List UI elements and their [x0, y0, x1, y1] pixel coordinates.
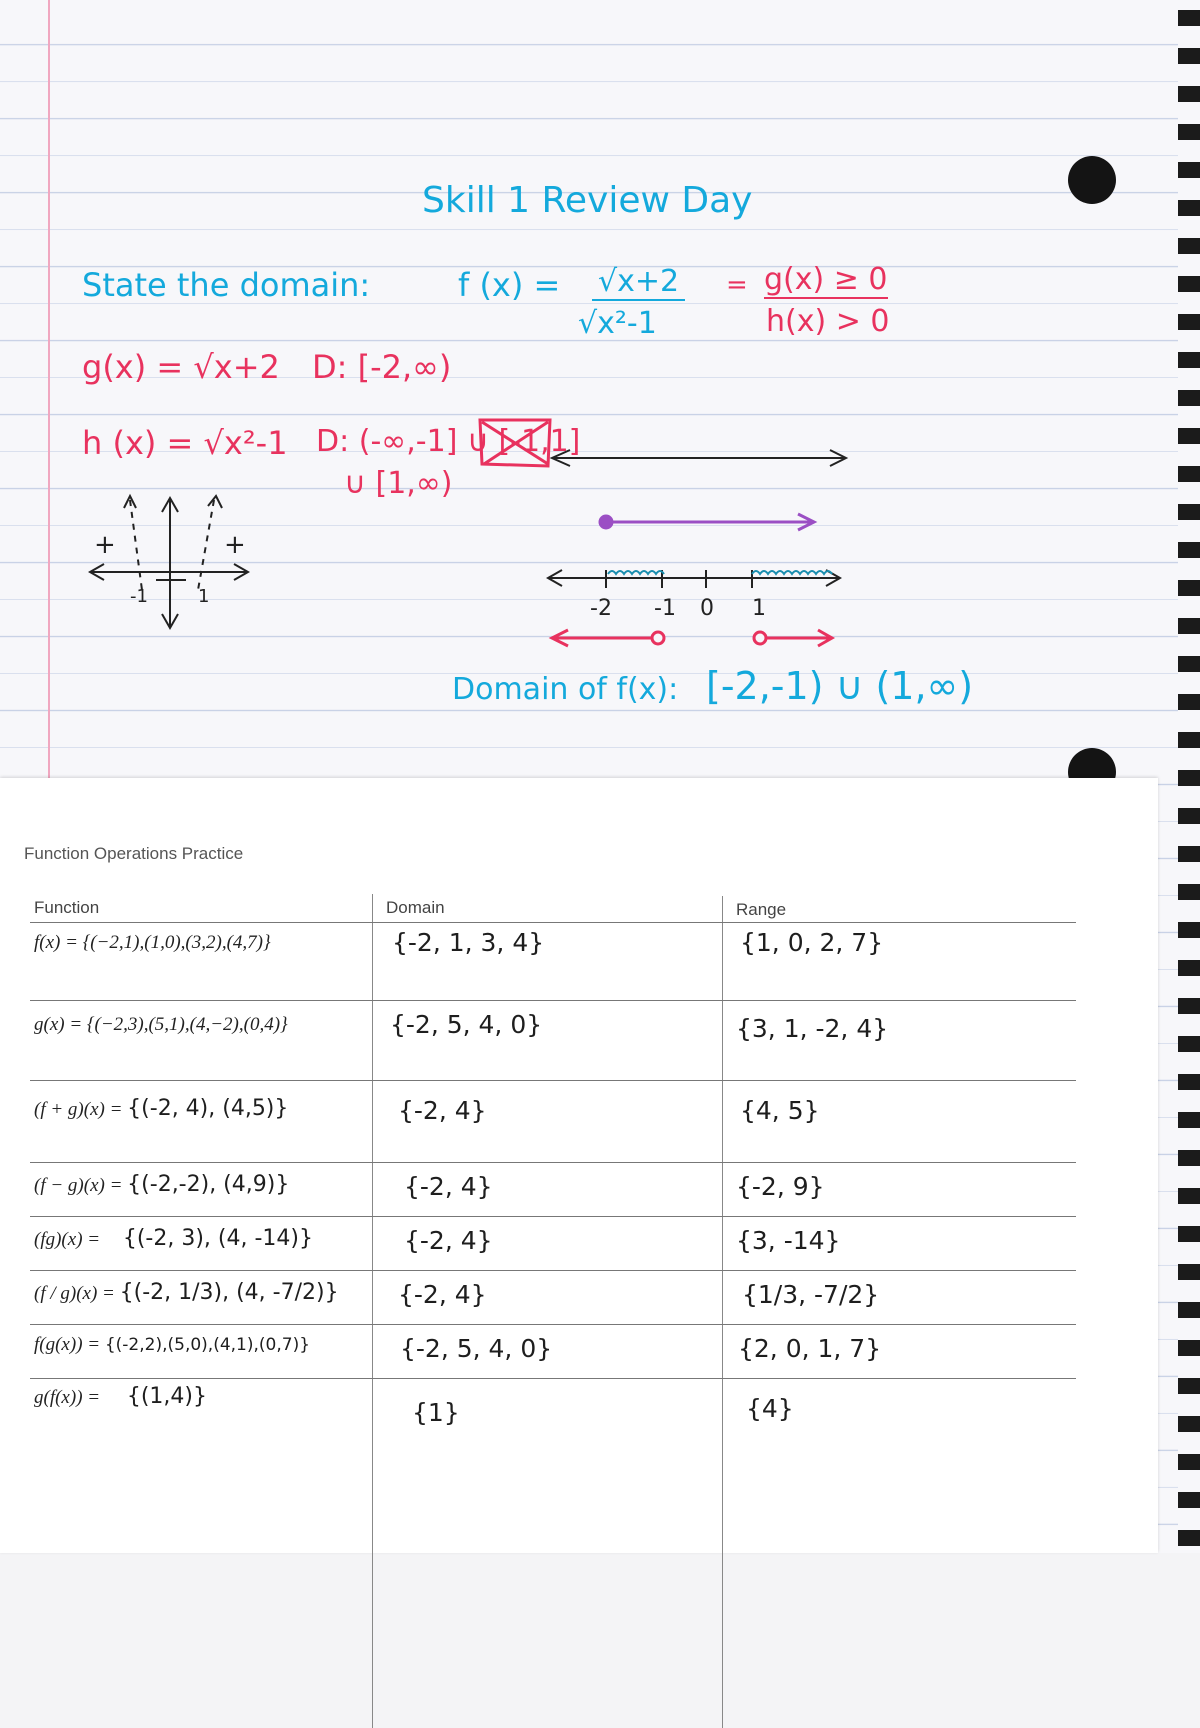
- function-cell: (fg)(x) =: [34, 1229, 101, 1250]
- table-row: [34, 1096, 288, 1121]
- tick-label: 0: [700, 596, 714, 621]
- row-divider: [30, 1270, 1076, 1271]
- column-divider: [722, 896, 723, 1728]
- domain-cell: {-2, 1, 3, 4}: [392, 928, 545, 957]
- domain-cell: {-2, 5, 4, 0}: [400, 1334, 553, 1363]
- prompt-text: State the domain:: [82, 266, 371, 304]
- column-header-function: Function: [34, 898, 100, 917]
- function-cell: f(x) = {(−2,1),(1,0),(3,2),(4,7)}: [34, 932, 271, 953]
- range-cell: {3, 1, -2, 4}: [736, 1014, 889, 1043]
- domain-label: Domain of f(x):: [452, 672, 679, 707]
- pen-answer: {(-2,-2), (4,9)}: [127, 1172, 290, 1197]
- sketch-one: 1: [198, 586, 210, 607]
- sheet-title: Function Operations Practice: [24, 844, 244, 863]
- pen-answer: {(1,4)}: [126, 1384, 207, 1409]
- condition-bottom: h(x) > 0: [766, 304, 890, 339]
- h-function: h (x) = √x²-1: [82, 424, 288, 462]
- table-row: [34, 1384, 207, 1409]
- h-domain: D: (-∞,-1] ∪ [-1,1]: [316, 424, 581, 459]
- tick-label: 1: [752, 596, 766, 621]
- range-cell: {4}: [746, 1394, 794, 1423]
- domain-cell: {-2, 4}: [404, 1226, 493, 1255]
- purple-ray: [600, 514, 814, 530]
- f-numerator: √x+2: [592, 264, 685, 301]
- f-definition: f (x) =: [458, 266, 561, 304]
- domain-cell: {-2, 4}: [398, 1280, 487, 1309]
- range-cell: {2, 0, 1, 7}: [738, 1334, 882, 1363]
- column-header-domain: Domain: [386, 898, 445, 917]
- function-cell: (f − g)(x) =: [34, 1175, 123, 1196]
- row-divider: [30, 1162, 1076, 1163]
- g-function: g(x) = √x+2: [82, 348, 280, 386]
- row-divider: [30, 922, 1076, 923]
- g-domain: D: [-2,∞): [312, 348, 452, 386]
- table-row: [34, 1280, 339, 1305]
- pink-rays: [552, 630, 832, 646]
- sketch-plus-right: +: [224, 530, 246, 560]
- domain-cell: {-2, 4}: [398, 1096, 487, 1125]
- shaded-intervals: [608, 571, 832, 574]
- practice-sheet: [0, 778, 1158, 1553]
- function-cell: g(f(x)) =: [34, 1387, 101, 1408]
- sketch-minus-one: -1: [130, 586, 148, 607]
- table-row: [34, 1014, 288, 1036]
- range-cell: {1/3, -7/2}: [742, 1280, 880, 1309]
- domain-answer: [-2,-1) ∪ (1,∞): [706, 664, 974, 708]
- range-cell: {4, 5}: [740, 1096, 820, 1125]
- pen-answer: {(-2, 3), (4, -14)}: [122, 1226, 313, 1251]
- pen-answer: {(-2, 4), (4,5)}: [127, 1096, 289, 1121]
- table-row: [34, 1334, 310, 1356]
- row-divider: [30, 1324, 1076, 1325]
- pen-answer: {(-2,2),(5,0),(4,1),(0,7)}: [104, 1335, 311, 1355]
- axis-arrow: [552, 450, 846, 466]
- domain-cell: {1}: [412, 1398, 460, 1427]
- sign-chart-sketch: [90, 496, 248, 628]
- number-line: [548, 570, 840, 588]
- h-domain-continued: ∪ [1,∞): [344, 466, 453, 501]
- tick-label: -1: [654, 596, 676, 621]
- tick-label: -2: [590, 596, 612, 621]
- range-cell: {3, -14}: [736, 1226, 841, 1255]
- f-denominator: √x²-1: [578, 306, 657, 341]
- function-cell: g(x) = {(−2,3),(5,1),(4,−2),(0,4)}: [34, 1014, 288, 1035]
- domain-cell: {-2, 5, 4, 0}: [390, 1010, 543, 1039]
- hand-drawn-sketches: [0, 0, 1200, 780]
- table-row: [34, 1172, 289, 1197]
- condition-top: g(x) ≥ 0: [764, 262, 888, 297]
- scribble-crossout: [480, 420, 550, 466]
- function-cell: (f / g)(x) =: [34, 1283, 115, 1304]
- row-divider: [30, 1378, 1076, 1379]
- sketch-plus-left: +: [94, 530, 116, 560]
- page-title: Skill 1 Review Day: [422, 180, 753, 221]
- row-divider: [30, 1000, 1076, 1001]
- column-header-range: Range: [736, 900, 787, 919]
- table-row: [34, 932, 271, 954]
- range-cell: {1, 0, 2, 7}: [740, 928, 884, 957]
- function-cell: (f + g)(x) =: [34, 1099, 123, 1120]
- function-cell: f(g(x)) =: [34, 1334, 101, 1355]
- pen-answer: {(-2, 1/3), (4, -7/2)}: [119, 1280, 339, 1305]
- equals-sign: =: [726, 270, 748, 300]
- table-row: [34, 1226, 313, 1251]
- row-divider: [30, 1216, 1076, 1217]
- domain-cell: {-2, 4}: [404, 1172, 493, 1201]
- row-divider: [30, 1080, 1076, 1081]
- column-divider: [372, 894, 373, 1728]
- range-cell: {-2, 9}: [736, 1172, 825, 1201]
